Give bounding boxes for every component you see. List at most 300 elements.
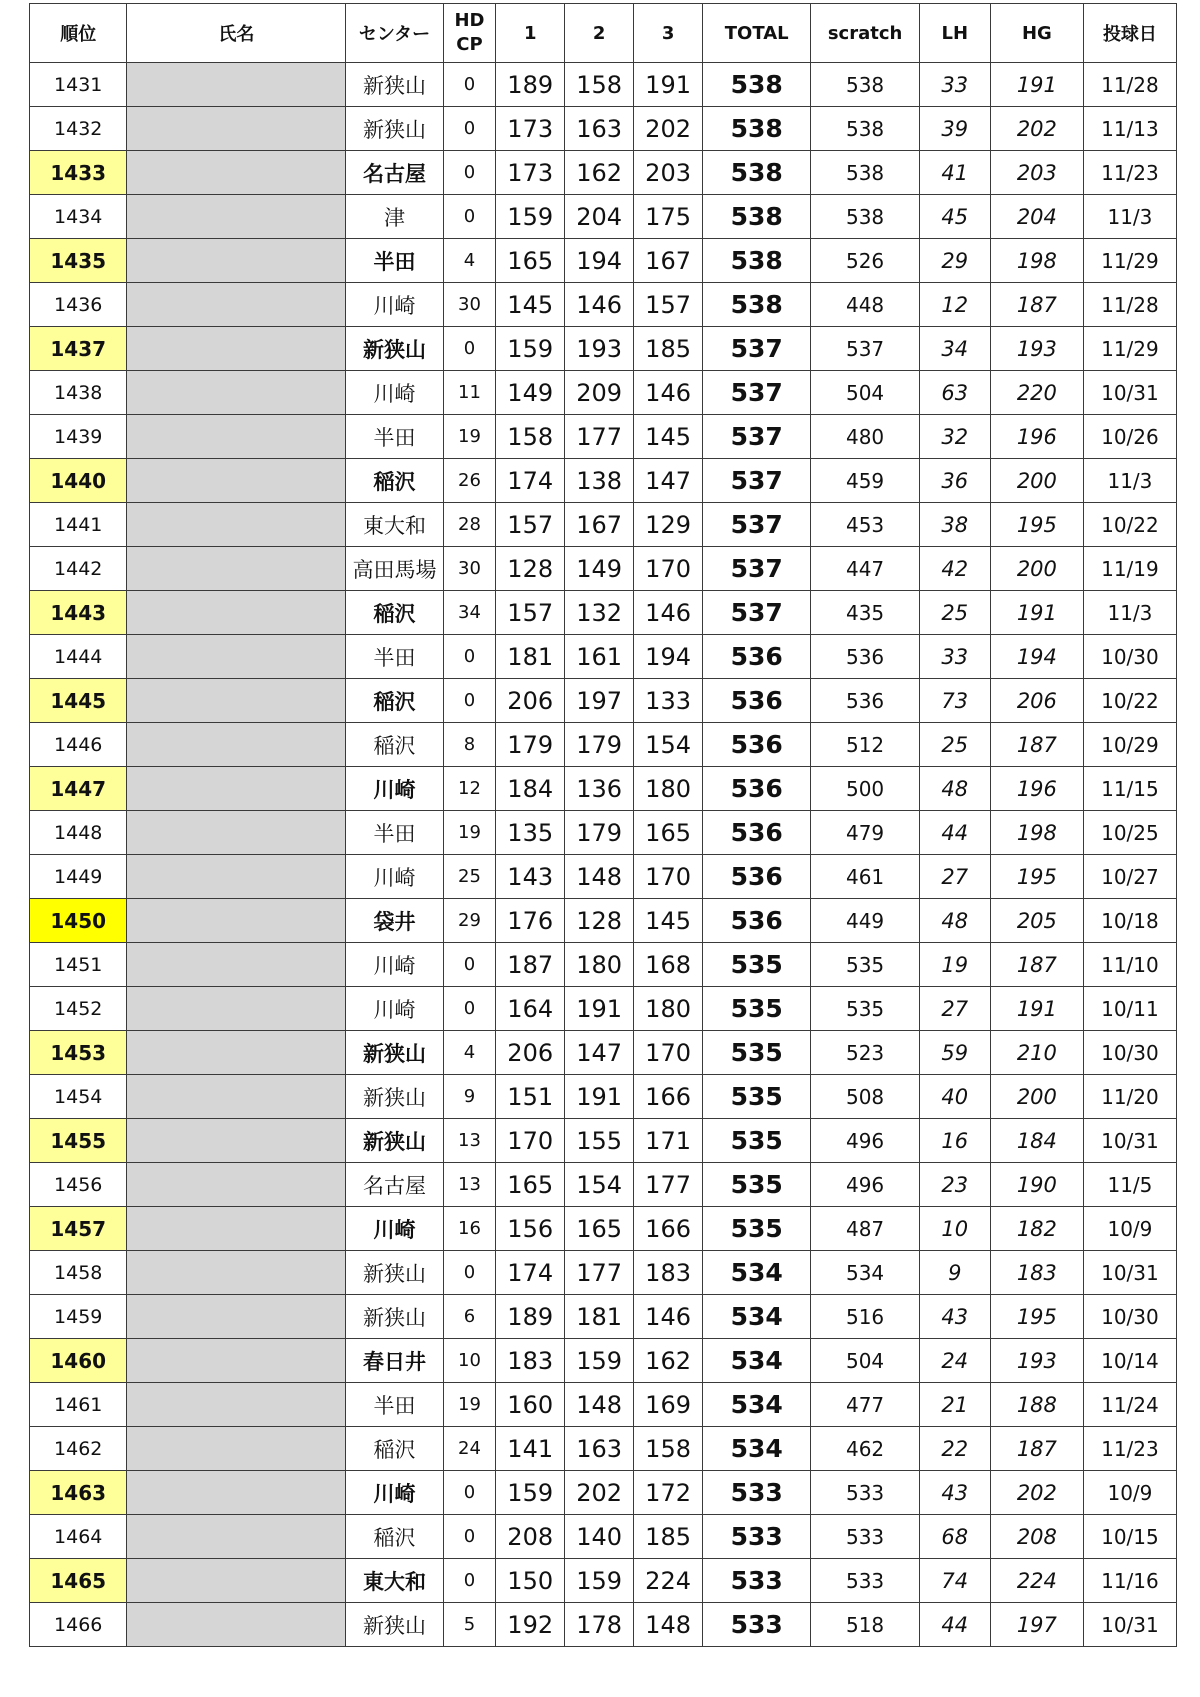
cell-game-2: 179 <box>565 723 634 767</box>
cell-date: 11/29 <box>1083 239 1176 283</box>
cell-game-1: 189 <box>496 1295 565 1339</box>
cell-name-redacted <box>127 107 346 151</box>
cell-game-2: 178 <box>565 1603 634 1647</box>
cell-hg: 204 <box>990 195 1083 239</box>
cell-name-redacted <box>127 459 346 503</box>
cell-hdcp: 16 <box>443 1207 496 1251</box>
cell-lh: 68 <box>919 1515 990 1559</box>
cell-name-redacted <box>127 151 346 195</box>
header-row <box>30 4 1177 63</box>
cell-rank: 1438 <box>30 371 127 415</box>
cell-rank: 1451 <box>30 943 127 987</box>
cell-rank: 1442 <box>30 547 127 591</box>
cell-hg: 191 <box>990 987 1083 1031</box>
cell-hg: 187 <box>990 723 1083 767</box>
cell-date: 10/27 <box>1083 855 1176 899</box>
cell-hdcp: 0 <box>443 943 496 987</box>
cell-rank: 1437 <box>30 327 127 371</box>
cell-total: 533 <box>703 1515 811 1559</box>
table-row <box>30 987 1177 1031</box>
cell-game-2: 162 <box>565 151 634 195</box>
header-hdcp-line2: CP <box>456 34 483 55</box>
table-row <box>30 1339 1177 1383</box>
header-center: センター <box>346 4 443 63</box>
table-row <box>30 855 1177 899</box>
cell-game-1: 135 <box>496 811 565 855</box>
cell-rank: 1444 <box>30 635 127 679</box>
cell-game-3: 147 <box>634 459 703 503</box>
cell-hdcp: 13 <box>443 1119 496 1163</box>
cell-scratch: 453 <box>811 503 919 547</box>
cell-game-2: 147 <box>565 1031 634 1075</box>
cell-hdcp: 4 <box>443 1031 496 1075</box>
cell-scratch: 536 <box>811 635 919 679</box>
cell-game-2: 193 <box>565 327 634 371</box>
cell-name-redacted <box>127 635 346 679</box>
cell-scratch: 508 <box>811 1075 919 1119</box>
cell-game-2: 197 <box>565 679 634 723</box>
cell-rank: 1462 <box>30 1427 127 1471</box>
cell-game-1: 174 <box>496 459 565 503</box>
cell-hdcp: 8 <box>443 723 496 767</box>
cell-game-2: 180 <box>565 943 634 987</box>
cell-total: 534 <box>703 1383 811 1427</box>
cell-game-2: 155 <box>565 1119 634 1163</box>
header-lh: LH <box>919 4 990 63</box>
cell-lh: 34 <box>919 327 990 371</box>
cell-hg: 200 <box>990 1075 1083 1119</box>
cell-hg: 208 <box>990 1515 1083 1559</box>
cell-game-3: 129 <box>634 503 703 547</box>
table-row <box>30 1075 1177 1119</box>
cell-scratch: 496 <box>811 1163 919 1207</box>
cell-date: 11/16 <box>1083 1559 1176 1603</box>
cell-game-3: 203 <box>634 151 703 195</box>
cell-game-3: 158 <box>634 1427 703 1471</box>
cell-game-3: 180 <box>634 767 703 811</box>
cell-rank: 1464 <box>30 1515 127 1559</box>
cell-scratch: 538 <box>811 63 919 107</box>
cell-center: 高田馬場 <box>346 547 443 591</box>
header-game-2: 2 <box>565 4 634 63</box>
cell-hg: 200 <box>990 459 1083 503</box>
cell-rank: 1446 <box>30 723 127 767</box>
cell-lh: 73 <box>919 679 990 723</box>
cell-game-3: 145 <box>634 899 703 943</box>
cell-total: 535 <box>703 1163 811 1207</box>
cell-date: 10/31 <box>1083 371 1176 415</box>
table-row <box>30 415 1177 459</box>
cell-name-redacted <box>127 1339 346 1383</box>
cell-game-3: 183 <box>634 1251 703 1295</box>
cell-game-3: 172 <box>634 1471 703 1515</box>
cell-lh: 59 <box>919 1031 990 1075</box>
cell-lh: 38 <box>919 503 990 547</box>
cell-rank: 1461 <box>30 1383 127 1427</box>
table-row <box>30 1163 1177 1207</box>
table-row <box>30 327 1177 371</box>
table-row <box>30 283 1177 327</box>
cell-game-1: 159 <box>496 1471 565 1515</box>
table-row <box>30 767 1177 811</box>
cell-date: 11/28 <box>1083 63 1176 107</box>
cell-hg: 196 <box>990 767 1083 811</box>
table-row <box>30 723 1177 767</box>
cell-total: 537 <box>703 547 811 591</box>
cell-scratch: 516 <box>811 1295 919 1339</box>
cell-rank: 1459 <box>30 1295 127 1339</box>
cell-lh: 25 <box>919 723 990 767</box>
cell-date: 11/3 <box>1083 195 1176 239</box>
cell-date: 10/18 <box>1083 899 1176 943</box>
cell-center: 東大和 <box>346 503 443 547</box>
cell-hdcp: 0 <box>443 107 496 151</box>
table-row <box>30 1119 1177 1163</box>
cell-game-1: 159 <box>496 195 565 239</box>
header-hdcp <box>443 4 496 63</box>
cell-game-1: 160 <box>496 1383 565 1427</box>
cell-name-redacted <box>127 767 346 811</box>
cell-rank: 1447 <box>30 767 127 811</box>
cell-hdcp: 25 <box>443 855 496 899</box>
cell-total: 536 <box>703 811 811 855</box>
cell-rank: 1452 <box>30 987 127 1031</box>
cell-game-3: 148 <box>634 1603 703 1647</box>
cell-hdcp: 0 <box>443 679 496 723</box>
cell-game-3: 180 <box>634 987 703 1031</box>
cell-lh: 39 <box>919 107 990 151</box>
cell-lh: 43 <box>919 1295 990 1339</box>
cell-center: 新狭山 <box>346 327 443 371</box>
cell-center: 新狭山 <box>346 1031 443 1075</box>
cell-name-redacted <box>127 547 346 591</box>
cell-date: 10/29 <box>1083 723 1176 767</box>
table-row <box>30 371 1177 415</box>
cell-rank: 1458 <box>30 1251 127 1295</box>
cell-lh: 23 <box>919 1163 990 1207</box>
cell-name-redacted <box>127 1295 346 1339</box>
cell-rank: 1445 <box>30 679 127 723</box>
cell-hg: 193 <box>990 1339 1083 1383</box>
cell-date: 10/9 <box>1083 1207 1176 1251</box>
cell-hg: 196 <box>990 415 1083 459</box>
cell-hdcp: 0 <box>443 1559 496 1603</box>
cell-hg: 183 <box>990 1251 1083 1295</box>
cell-game-3: 162 <box>634 1339 703 1383</box>
cell-total: 536 <box>703 723 811 767</box>
cell-game-3: 175 <box>634 195 703 239</box>
cell-center: 川崎 <box>346 855 443 899</box>
cell-name-redacted <box>127 503 346 547</box>
cell-hdcp: 0 <box>443 195 496 239</box>
cell-center: 稲沢 <box>346 679 443 723</box>
cell-name-redacted <box>127 371 346 415</box>
cell-total: 538 <box>703 151 811 195</box>
cell-hdcp: 10 <box>443 1339 496 1383</box>
cell-lh: 25 <box>919 591 990 635</box>
cell-hg: 220 <box>990 371 1083 415</box>
cell-game-1: 158 <box>496 415 565 459</box>
cell-center: 半田 <box>346 635 443 679</box>
cell-total: 537 <box>703 503 811 547</box>
cell-lh: 44 <box>919 811 990 855</box>
cell-hdcp: 12 <box>443 767 496 811</box>
cell-hdcp: 6 <box>443 1295 496 1339</box>
cell-center: 稲沢 <box>346 723 443 767</box>
cell-name-redacted <box>127 415 346 459</box>
cell-game-3: 185 <box>634 1515 703 1559</box>
table-row <box>30 547 1177 591</box>
cell-game-1: 141 <box>496 1427 565 1471</box>
cell-game-1: 183 <box>496 1339 565 1383</box>
cell-rank: 1449 <box>30 855 127 899</box>
cell-lh: 9 <box>919 1251 990 1295</box>
cell-name-redacted <box>127 943 346 987</box>
cell-game-2: 159 <box>565 1559 634 1603</box>
cell-scratch: 535 <box>811 943 919 987</box>
cell-date: 11/13 <box>1083 107 1176 151</box>
table-row <box>30 503 1177 547</box>
cell-game-3: 165 <box>634 811 703 855</box>
cell-lh: 48 <box>919 767 990 811</box>
cell-total: 534 <box>703 1251 811 1295</box>
cell-date: 11/5 <box>1083 1163 1176 1207</box>
cell-lh: 21 <box>919 1383 990 1427</box>
cell-date: 10/30 <box>1083 635 1176 679</box>
cell-date: 10/31 <box>1083 1251 1176 1295</box>
cell-game-3: 185 <box>634 327 703 371</box>
cell-name-redacted <box>127 1119 346 1163</box>
cell-game-3: 146 <box>634 591 703 635</box>
cell-game-2: 209 <box>565 371 634 415</box>
cell-lh: 27 <box>919 855 990 899</box>
cell-hdcp: 0 <box>443 1515 496 1559</box>
cell-game-1: 170 <box>496 1119 565 1163</box>
cell-scratch: 461 <box>811 855 919 899</box>
header-hg: HG <box>990 4 1083 63</box>
cell-hdcp: 0 <box>443 151 496 195</box>
cell-game-3: 194 <box>634 635 703 679</box>
table-row <box>30 195 1177 239</box>
cell-hdcp: 0 <box>443 327 496 371</box>
cell-hg: 187 <box>990 943 1083 987</box>
cell-hdcp: 0 <box>443 987 496 1031</box>
cell-total: 534 <box>703 1295 811 1339</box>
cell-scratch: 480 <box>811 415 919 459</box>
table-row <box>30 459 1177 503</box>
cell-game-1: 174 <box>496 1251 565 1295</box>
header-game-3: 3 <box>634 4 703 63</box>
cell-game-1: 143 <box>496 855 565 899</box>
cell-total: 533 <box>703 1559 811 1603</box>
cell-total: 536 <box>703 899 811 943</box>
cell-rank: 1463 <box>30 1471 127 1515</box>
cell-name-redacted <box>127 679 346 723</box>
cell-game-1: 128 <box>496 547 565 591</box>
cell-total: 538 <box>703 195 811 239</box>
cell-scratch: 533 <box>811 1471 919 1515</box>
cell-total: 535 <box>703 1207 811 1251</box>
cell-date: 11/23 <box>1083 1427 1176 1471</box>
header-name: 氏名 <box>127 4 346 63</box>
table-row <box>30 63 1177 107</box>
cell-game-1: 156 <box>496 1207 565 1251</box>
cell-scratch: 479 <box>811 811 919 855</box>
cell-lh: 12 <box>919 283 990 327</box>
cell-name-redacted <box>127 1251 346 1295</box>
cell-name-redacted <box>127 987 346 1031</box>
cell-name-redacted <box>127 283 346 327</box>
table-row <box>30 1031 1177 1075</box>
cell-rank: 1435 <box>30 239 127 283</box>
cell-center: 川崎 <box>346 283 443 327</box>
cell-lh: 40 <box>919 1075 990 1119</box>
cell-hg: 198 <box>990 811 1083 855</box>
cell-center: 川崎 <box>346 943 443 987</box>
cell-game-2: 179 <box>565 811 634 855</box>
cell-game-1: 165 <box>496 239 565 283</box>
cell-hdcp: 13 <box>443 1163 496 1207</box>
cell-scratch: 500 <box>811 767 919 811</box>
cell-lh: 74 <box>919 1559 990 1603</box>
cell-game-3: 167 <box>634 239 703 283</box>
cell-hdcp: 0 <box>443 635 496 679</box>
cell-center: 稲沢 <box>346 1515 443 1559</box>
cell-lh: 33 <box>919 63 990 107</box>
cell-game-1: 187 <box>496 943 565 987</box>
cell-game-3: 170 <box>634 547 703 591</box>
cell-scratch: 533 <box>811 1515 919 1559</box>
cell-rank: 1466 <box>30 1603 127 1647</box>
cell-game-2: 177 <box>565 415 634 459</box>
cell-lh: 63 <box>919 371 990 415</box>
cell-name-redacted <box>127 239 346 283</box>
table-row <box>30 811 1177 855</box>
cell-scratch: 462 <box>811 1427 919 1471</box>
cell-game-1: 157 <box>496 591 565 635</box>
cell-total: 538 <box>703 283 811 327</box>
cell-total: 538 <box>703 63 811 107</box>
cell-lh: 45 <box>919 195 990 239</box>
cell-game-2: 138 <box>565 459 634 503</box>
cell-game-3: 157 <box>634 283 703 327</box>
cell-hdcp: 9 <box>443 1075 496 1119</box>
cell-hg: 206 <box>990 679 1083 723</box>
cell-scratch: 459 <box>811 459 919 503</box>
cell-game-2: 128 <box>565 899 634 943</box>
cell-date: 10/9 <box>1083 1471 1176 1515</box>
cell-scratch: 526 <box>811 239 919 283</box>
cell-center: 新狭山 <box>346 1603 443 1647</box>
cell-rank: 1450 <box>30 899 127 943</box>
cell-rank: 1454 <box>30 1075 127 1119</box>
cell-total: 535 <box>703 1119 811 1163</box>
cell-center: 稲沢 <box>346 459 443 503</box>
cell-game-3: 146 <box>634 371 703 415</box>
cell-center: 稲沢 <box>346 1427 443 1471</box>
cell-scratch: 487 <box>811 1207 919 1251</box>
cell-game-2: 148 <box>565 855 634 899</box>
cell-name-redacted <box>127 1603 346 1647</box>
cell-center: 名古屋 <box>346 1163 443 1207</box>
cell-lh: 24 <box>919 1339 990 1383</box>
cell-scratch: 504 <box>811 371 919 415</box>
cell-scratch: 538 <box>811 151 919 195</box>
table-row <box>30 1427 1177 1471</box>
cell-total: 537 <box>703 459 811 503</box>
cell-hdcp: 0 <box>443 1471 496 1515</box>
cell-date: 10/26 <box>1083 415 1176 459</box>
cell-game-3: 168 <box>634 943 703 987</box>
cell-rank: 1439 <box>30 415 127 459</box>
table-row <box>30 107 1177 151</box>
cell-center: 春日井 <box>346 1339 443 1383</box>
header-scratch: scratch <box>811 4 919 63</box>
cell-total: 537 <box>703 371 811 415</box>
cell-lh: 29 <box>919 239 990 283</box>
cell-hg: 195 <box>990 503 1083 547</box>
cell-total: 536 <box>703 767 811 811</box>
cell-scratch: 435 <box>811 591 919 635</box>
cell-date: 11/10 <box>1083 943 1176 987</box>
cell-game-1: 184 <box>496 767 565 811</box>
cell-scratch: 447 <box>811 547 919 591</box>
cell-game-2: 140 <box>565 1515 634 1559</box>
cell-scratch: 535 <box>811 987 919 1031</box>
cell-center: 名古屋 <box>346 151 443 195</box>
cell-center: 半田 <box>346 1383 443 1427</box>
cell-game-1: 173 <box>496 107 565 151</box>
table-row <box>30 1515 1177 1559</box>
cell-name-redacted <box>127 591 346 635</box>
cell-scratch: 477 <box>811 1383 919 1427</box>
cell-center: 新狭山 <box>346 1251 443 1295</box>
cell-center: 新狭山 <box>346 1119 443 1163</box>
cell-center: 半田 <box>346 415 443 459</box>
cell-hg: 198 <box>990 239 1083 283</box>
cell-game-1: 181 <box>496 635 565 679</box>
cell-game-3: 171 <box>634 1119 703 1163</box>
cell-game-2: 136 <box>565 767 634 811</box>
cell-hg: 191 <box>990 591 1083 635</box>
cell-rank: 1443 <box>30 591 127 635</box>
cell-date: 10/22 <box>1083 503 1176 547</box>
cell-hg: 190 <box>990 1163 1083 1207</box>
table-row <box>30 1383 1177 1427</box>
table-row <box>30 1207 1177 1251</box>
cell-scratch: 449 <box>811 899 919 943</box>
cell-game-1: 165 <box>496 1163 565 1207</box>
cell-name-redacted <box>127 63 346 107</box>
table-row <box>30 151 1177 195</box>
cell-rank: 1465 <box>30 1559 127 1603</box>
cell-scratch: 537 <box>811 327 919 371</box>
cell-total: 536 <box>703 855 811 899</box>
cell-date: 11/15 <box>1083 767 1176 811</box>
cell-scratch: 504 <box>811 1339 919 1383</box>
cell-hg: 200 <box>990 547 1083 591</box>
cell-game-1: 151 <box>496 1075 565 1119</box>
cell-lh: 42 <box>919 547 990 591</box>
cell-date: 10/25 <box>1083 811 1176 855</box>
cell-hdcp: 19 <box>443 415 496 459</box>
cell-date: 10/30 <box>1083 1031 1176 1075</box>
cell-hdcp: 24 <box>443 1427 496 1471</box>
cell-game-2: 159 <box>565 1339 634 1383</box>
cell-game-3: 133 <box>634 679 703 723</box>
cell-total: 534 <box>703 1427 811 1471</box>
cell-lh: 41 <box>919 151 990 195</box>
